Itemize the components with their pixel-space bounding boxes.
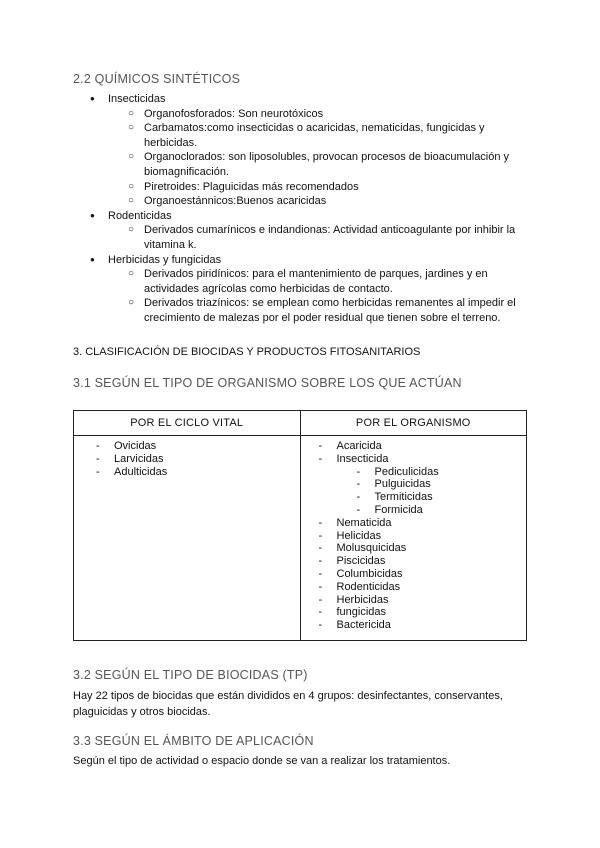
table-header-row xyxy=(74,411,527,436)
organism-list xyxy=(301,440,527,632)
section-3-2-text: Hay 22 tipos de biocidas que están divididos en 4 grupos: desinfectantes, conservantes, plaguicidas y otros biocidas. xyxy=(73,690,503,718)
list-item: - Nematicida xyxy=(301,517,527,530)
life-cycle-list xyxy=(74,440,300,478)
sublist xyxy=(108,223,530,252)
classification-table xyxy=(73,410,527,641)
list-item: - Acaricida xyxy=(301,440,527,453)
life-cycle-cell xyxy=(74,436,301,641)
list-item: - Piscicidas xyxy=(301,555,527,568)
section-3-3-title: 3.3 SEGÚN EL ÁMBITO DE APLICACIÓN xyxy=(73,734,314,748)
section-3-title: 3. CLASIFICACIÓN DE BIOCIDAS Y PRODUCTOS FITOSANITARIOS xyxy=(73,346,421,358)
list-item: ○ Derivados triazínicos: se emplean como herbicidas remanentes al impedir el crecimiento de malezas por el poder residual que tienen sobre el terreno. xyxy=(108,296,530,325)
list-item: - Helicidas xyxy=(301,530,527,543)
list-item: - Bactericida xyxy=(301,619,527,632)
list-item: - Rodenticidas xyxy=(301,581,527,594)
list-item: - Columbicidas xyxy=(301,568,527,581)
section-3-2-title: 3.2 SEGÚN EL TIPO DE BIOCIDAS (TP) xyxy=(73,668,308,682)
list-item-label: Insecticida xyxy=(336,452,389,465)
list-item: ○ Derivados piridínicos: para el mantenimiento de parques, jardines y en actividades agrícolas como herbicidas de contacto. xyxy=(108,267,530,296)
sublist xyxy=(108,267,530,325)
list-item: - Pulguicidas xyxy=(339,478,527,491)
list-item: ○ Organoestánnicos:Buenos acaricidas xyxy=(108,194,530,209)
sublist xyxy=(108,107,530,209)
list-item: ○ Organoclorados: son liposolubles, provocan procesos de bioacumulación y biomagnificación. xyxy=(108,150,530,179)
list-item: - Herbicidas xyxy=(301,594,527,607)
list-item: - Larvicidas xyxy=(74,453,300,466)
list-group xyxy=(90,253,530,326)
organism-cell xyxy=(300,436,527,641)
section-3-3-text: Según el tipo de actividad o espacio donde se van a realizar los tratamientos. xyxy=(73,755,451,767)
list-item: - Termiticidas xyxy=(339,491,527,504)
list-item xyxy=(301,453,527,517)
list-group xyxy=(90,209,530,253)
table-row xyxy=(74,436,527,641)
section-3-1-title: 3.1 SEGÚN EL TIPO DE ORGANISMO SOBRE LOS QUE ACTÚAN xyxy=(73,376,462,390)
list-item: ○ Organofosforados: Son neurotóxicos xyxy=(108,107,530,122)
synthetic-chemicals-list xyxy=(90,92,530,326)
list-item: - Adulticidas xyxy=(74,466,300,479)
group-label: Herbicidas y fungicidas xyxy=(108,253,222,266)
list-item: - Pediculicidas xyxy=(339,466,527,479)
list-item: ○ Derivados cumarínicos e indandionas: Actividad anticoagulante por inhibir la vitamina k. xyxy=(108,223,530,252)
list-item: - fungicidas xyxy=(301,606,527,619)
list-item: - Molusquicidas xyxy=(301,542,527,555)
list-item: ○ Piretroides: Plaguicidas más recomendados xyxy=(108,180,530,195)
list-item: - Ovicidas xyxy=(74,440,300,453)
col-header-organism: POR EL ORGANISMO xyxy=(300,411,527,436)
col-header-life-cycle: POR EL CICLO VITAL xyxy=(74,411,301,436)
list-group xyxy=(90,92,530,209)
insecticide-sublist xyxy=(339,466,527,517)
list-item: ○ Carbamatos:como insecticidas o acaricidas, nematicidas, fungicidas y herbicidas. xyxy=(108,121,530,150)
list-item: - Formicida xyxy=(339,504,527,517)
group-label: Rodenticidas xyxy=(108,209,172,222)
section-2-2-title: 2.2 QUÍMICOS SINTÉTICOS xyxy=(73,72,241,86)
group-label: Insecticidas xyxy=(108,93,166,105)
